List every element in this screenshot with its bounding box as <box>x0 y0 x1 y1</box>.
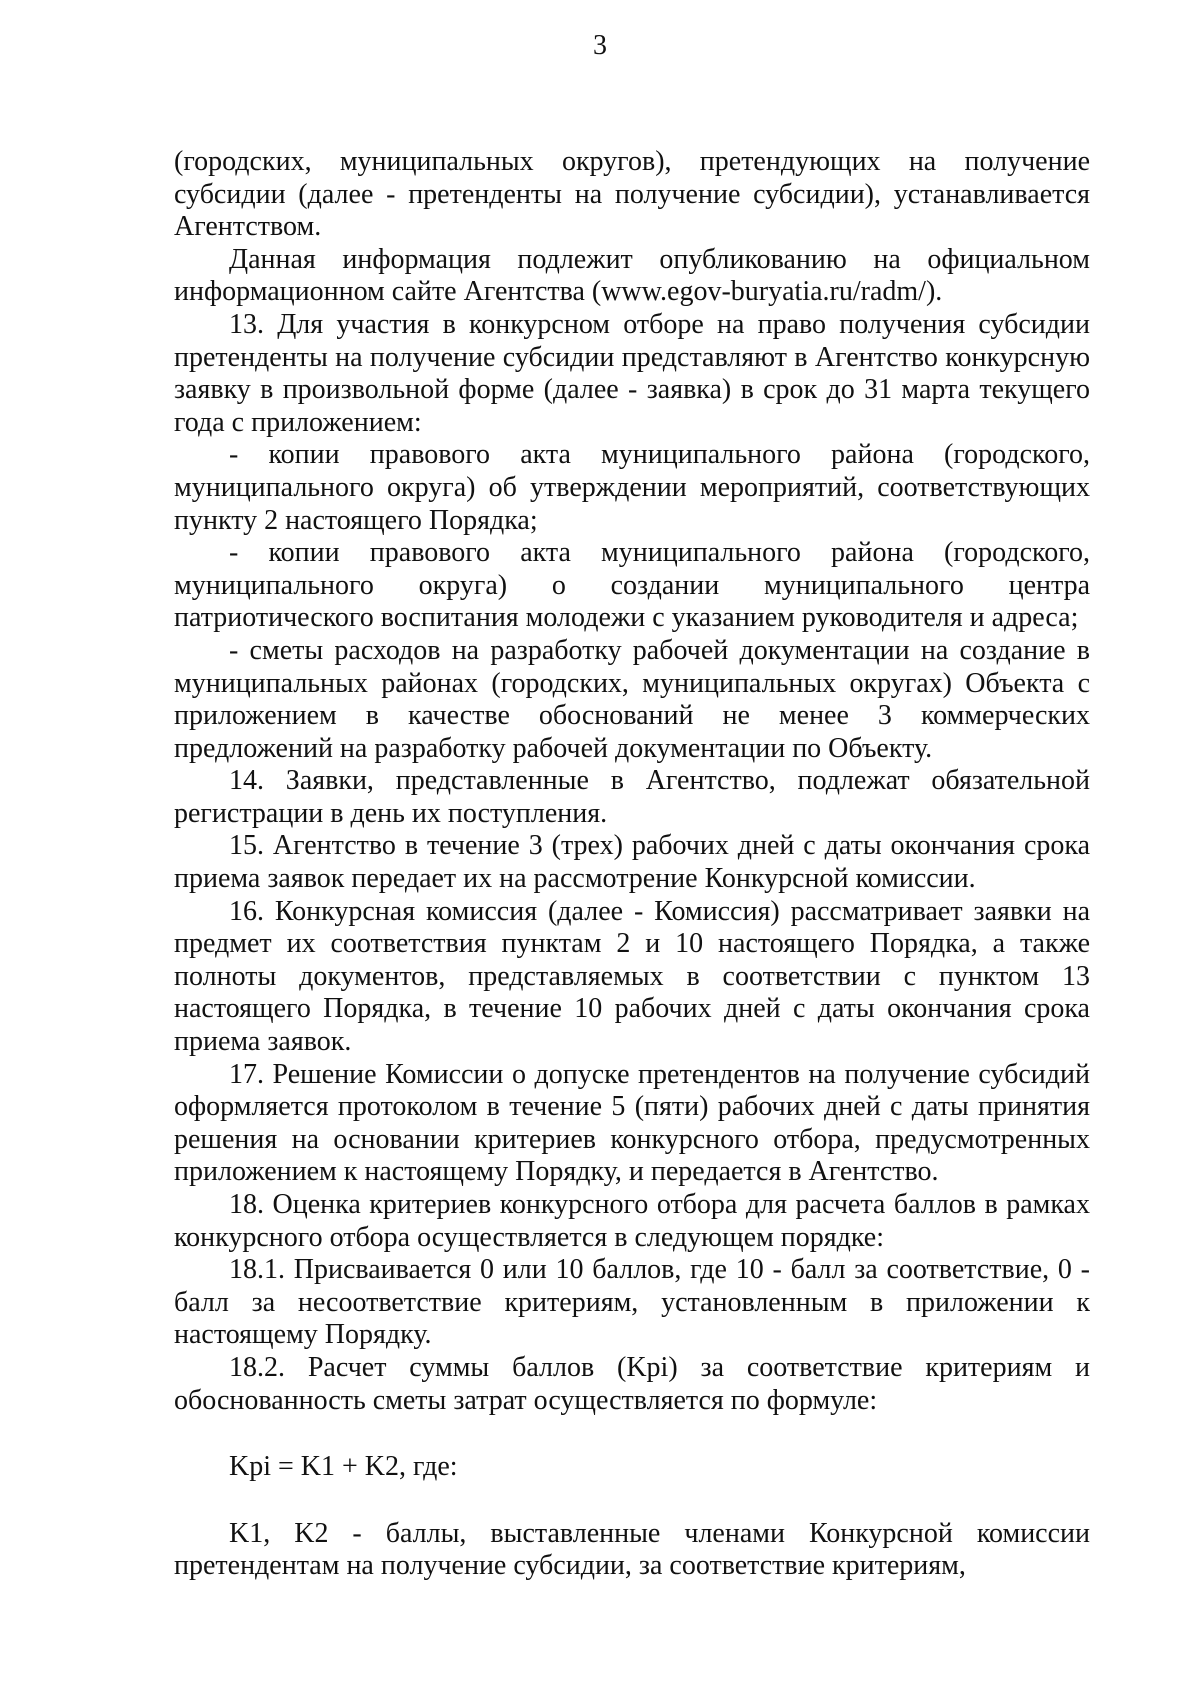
paragraph-publication-info: Данная информация подлежит опубликованию на официальном информационном сайте Агентства (www.egov-buryatia.ru/radm/). <box>174 243 1090 308</box>
paragraph-18-1: 18.1. Присваивается 0 или 10 баллов, где 10 - балл за соответствие, 0 - балл за несоответствие критериям, установленным в приложении к настоящему Порядку. <box>174 1254 1090 1351</box>
list-item-cost-estimates: - сметы расходов на разработку рабочей документации на создание в муниципальных районах (городских, муниципальных округах) Объекта с приложением в качестве обоснований не менее 3 коммерческих предложений на разработку рабочей документации по Объекту. <box>174 634 1090 764</box>
document-body <box>174 146 1090 1583</box>
paragraph-14: 14. Заявки, представленные в Агентство, подлежат обязательной регистрации в день их поступления. <box>174 765 1090 829</box>
paragraph-18: 18. Оценка критериев конкурсного отбора для расчета баллов в рамках конкурсного отбора осуществляется в следующем порядке: <box>174 1189 1090 1253</box>
paragraph-definition: K1, K2 - баллы, выставленные членами Конкурсной комиссии претендентам на получение субсидии, за соответствие критериям, <box>174 1517 1090 1582</box>
paragraph-continuation: (городских, муниципальных округов), претендующих на получение субсидии (далее - претенденты на получение субсидии), устанавливается Агентством. <box>174 146 1090 243</box>
page-number: 3 <box>593 30 607 61</box>
paragraph-13: 13. Для участия в конкурсном отборе на право получения субсидии претенденты на получение субсидии представляют в Агентство конкурсную заявку в произвольной форме (далее - заявка) в срок до 31 марта текущего года с приложением: <box>174 308 1090 438</box>
paragraph-18-2: 18.2. Расчет суммы баллов (Kpi) за соответствие критериям и обоснованность сметы затрат осуществляется по формуле: <box>174 1351 1090 1416</box>
paragraph-17: 17. Решение Комиссии о допуске претендентов на получение субсидий оформляется протоколом в течение 5 (пяти) рабочих дней с даты принятия решения на основании критериев конкурсного отбора, предусмотренных приложением к настоящему Порядку, и передается в Агентство. <box>174 1058 1090 1188</box>
paragraph-15: 15. Агентство в течение 3 (трех) рабочих дней с даты окончания срока приема заявок передает их на рассмотрение Конкурсной комиссии. <box>174 830 1090 895</box>
formula: Kpi = K1 + K2, где: <box>229 1451 458 1483</box>
paragraph-16: 16. Конкурсная комиссия (далее - Комиссия) рассматривает заявки на предмет их соответствия пунктам 2 и 10 настоящего Порядка, а также полноты документов, представляемых в соответствии с пунктом 13 настоящего Порядка, в течение 10 рабочих дней с даты окончания срока приема заявок. <box>174 895 1090 1058</box>
list-item-legal-act-measures: - копии правового акта муниципального района (городского, муниципального округа) об утверждении мероприятий, соответствующих пункту 2 настоящего Порядка; <box>174 439 1090 536</box>
list-item-legal-act-center: - копии правового акта муниципального района (городского, муниципального округа) о создании муниципального центра патриотического воспитания молодежи с указанием руководителя и адреса; <box>174 537 1090 634</box>
